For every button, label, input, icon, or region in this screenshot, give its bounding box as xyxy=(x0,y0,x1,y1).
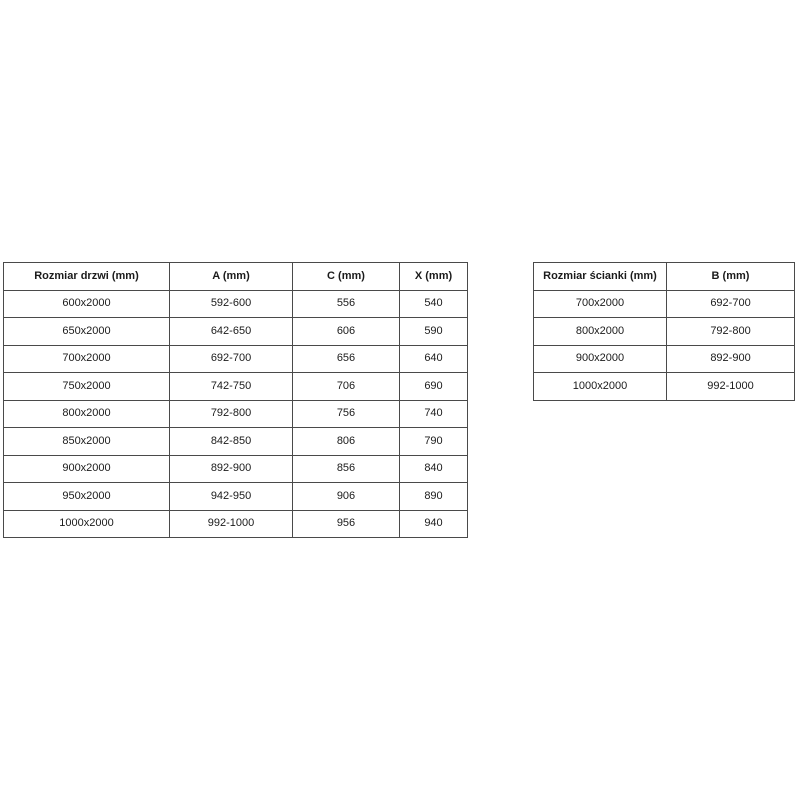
table-cell: 892-900 xyxy=(170,455,293,483)
table-cell: 700x2000 xyxy=(534,290,667,318)
table-cell: 992-1000 xyxy=(667,373,795,401)
table-cell: 556 xyxy=(293,290,400,318)
wall-sizes-table xyxy=(533,262,795,401)
table-cell: 606 xyxy=(293,318,400,346)
table-row xyxy=(534,345,795,373)
dimension-a-column-header: A (mm) xyxy=(170,263,293,291)
table-cell: 540 xyxy=(400,290,468,318)
table-row xyxy=(4,510,468,538)
table-row xyxy=(4,455,468,483)
door-sizes-table xyxy=(3,262,468,538)
wall-size-column-header: Rozmiar ścianki (mm) xyxy=(534,263,667,291)
table-cell: 650x2000 xyxy=(4,318,170,346)
table-cell: 892-900 xyxy=(667,345,795,373)
table-cell: 942-950 xyxy=(170,483,293,511)
table-row xyxy=(534,373,795,401)
table-cell: 790 xyxy=(400,428,468,456)
table-cell: 840 xyxy=(400,455,468,483)
table-row xyxy=(534,290,795,318)
table-cell: 850x2000 xyxy=(4,428,170,456)
table-cell: 706 xyxy=(293,373,400,401)
table-cell: 890 xyxy=(400,483,468,511)
table-cell: 692-700 xyxy=(170,345,293,373)
table-row xyxy=(4,345,468,373)
table-row xyxy=(4,483,468,511)
table-cell: 692-700 xyxy=(667,290,795,318)
table-row xyxy=(4,400,468,428)
table-cell: 950x2000 xyxy=(4,483,170,511)
table-cell: 940 xyxy=(400,510,468,538)
table-cell: 600x2000 xyxy=(4,290,170,318)
table-cell: 792-800 xyxy=(170,400,293,428)
table-row xyxy=(4,373,468,401)
table-row xyxy=(4,428,468,456)
table-cell: 792-800 xyxy=(667,318,795,346)
table-cell: 640 xyxy=(400,345,468,373)
table-cell: 1000x2000 xyxy=(534,373,667,401)
table-cell: 856 xyxy=(293,455,400,483)
table-cell: 992-1000 xyxy=(170,510,293,538)
table-row xyxy=(534,318,795,346)
table-cell: 1000x2000 xyxy=(4,510,170,538)
table-cell: 900x2000 xyxy=(534,345,667,373)
table-cell: 842-850 xyxy=(170,428,293,456)
table-header-row xyxy=(534,263,795,291)
table-cell: 740 xyxy=(400,400,468,428)
table-cell: 656 xyxy=(293,345,400,373)
table-row xyxy=(4,318,468,346)
table-header-row xyxy=(4,263,468,291)
table-cell: 590 xyxy=(400,318,468,346)
table-cell: 900x2000 xyxy=(4,455,170,483)
table-cell: 690 xyxy=(400,373,468,401)
dimension-x-column-header: X (mm) xyxy=(400,263,468,291)
table-row xyxy=(4,290,468,318)
table-cell: 800x2000 xyxy=(4,400,170,428)
table-cell: 906 xyxy=(293,483,400,511)
table-cell: 756 xyxy=(293,400,400,428)
table-cell: 642-650 xyxy=(170,318,293,346)
table-cell: 700x2000 xyxy=(4,345,170,373)
table-cell: 750x2000 xyxy=(4,373,170,401)
table-cell: 742-750 xyxy=(170,373,293,401)
dimension-b-column-header: B (mm) xyxy=(667,263,795,291)
dimension-c-column-header: C (mm) xyxy=(293,263,400,291)
table-cell: 956 xyxy=(293,510,400,538)
table-cell: 592-600 xyxy=(170,290,293,318)
table-cell: 800x2000 xyxy=(534,318,667,346)
door-size-column-header: Rozmiar drzwi (mm) xyxy=(4,263,170,291)
table-cell: 806 xyxy=(293,428,400,456)
